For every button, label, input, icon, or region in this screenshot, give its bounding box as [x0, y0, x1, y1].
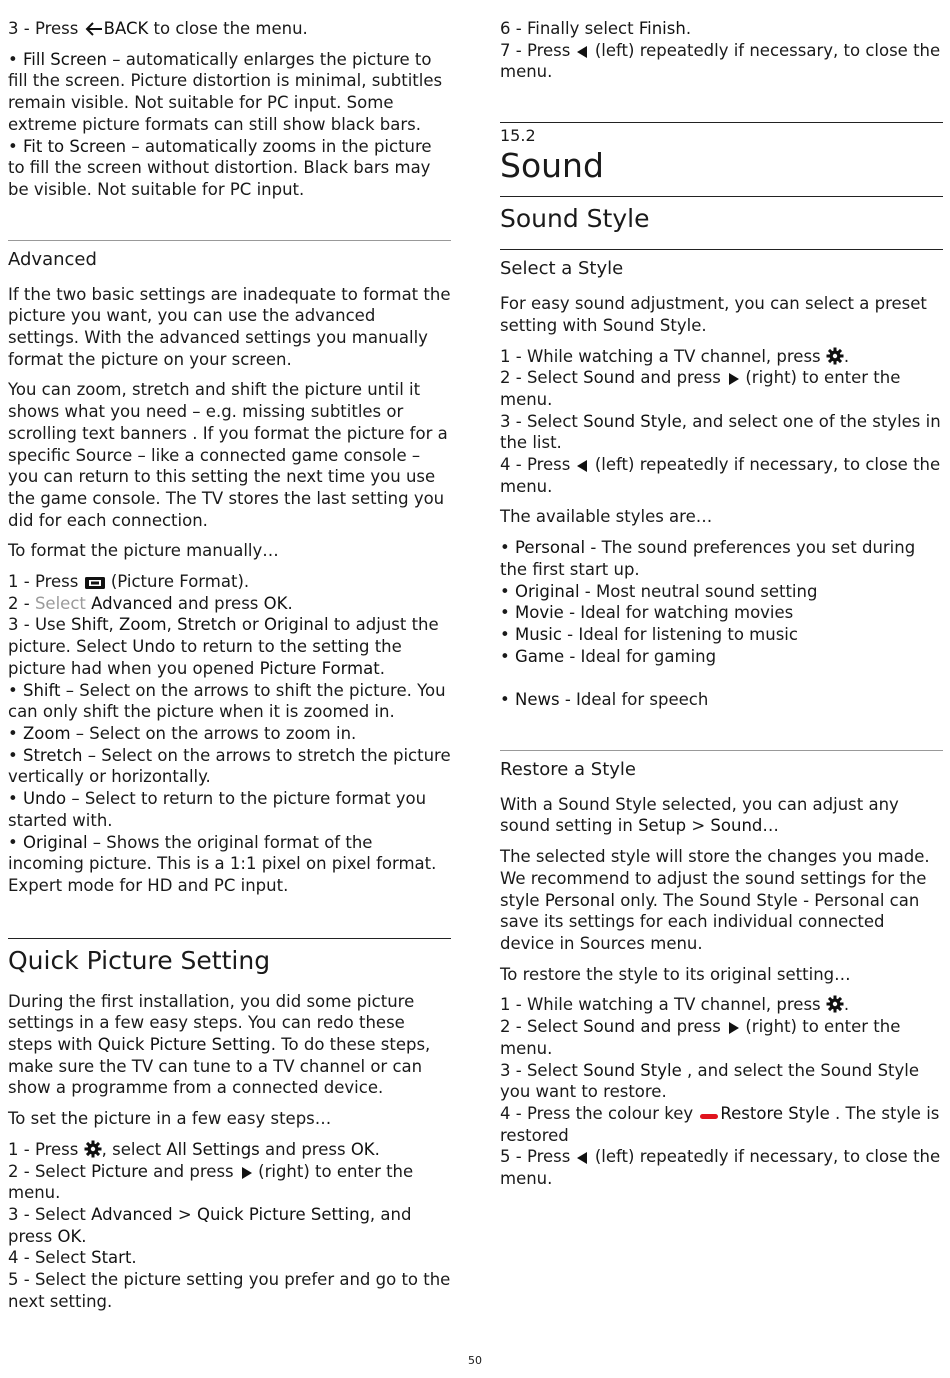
right-triangle-icon: [726, 1021, 740, 1035]
section-title: Sound: [500, 146, 604, 186]
select-style-paragraph: For easy sound adjustment, you can select a preset setting with Sound Style.: [500, 294, 927, 335]
advanced-heading: Advanced: [8, 248, 97, 270]
restore-paragraph-3: To restore the style to its original setting…: [500, 964, 851, 984]
select-style-heading: Select a Style: [500, 258, 624, 280]
fill-screen-item: • Fill Screen – automatically enlarges the picture to fill the screen. Picture distortion is minimal, subtitles remain visible. Not suitable for PC input. Some extreme picture formats can still show black bars.: [8, 49, 443, 134]
restore-paragraph-2: The selected style will store the changes you made. We recommend to adjust the sound settings for the style Personal only. The Sound Style - Personal can save its settings for each individual connected device in Sources menu.: [500, 847, 930, 953]
settings-gear-icon: [826, 347, 844, 365]
advanced-paragraph-3: To format the picture manually…: [8, 541, 279, 561]
quick-picture-paragraph-1: During the first installation, you did some picture settings in a few easy steps. You can redo these steps with Quick Picture Setting. To do these steps, make sure the TV can tune to a TV channel or can show a programme from a connected device.: [8, 991, 431, 1098]
picture-format-icon: [84, 576, 106, 590]
style-list: • Personal - The sound preferences you set during the first start up. • Original - Most neutral sound setting • Movie - Ideal for watching movies • Music - Ideal for listening to music • Game - Ideal for gaming • News - Ideal for speech: [500, 538, 916, 710]
advanced-paragraph-1: If the two basic settings are inadequate to format the picture you want, you can use the advanced settings. With the advanced settings you manually format the picture on your screen.: [8, 284, 451, 369]
advanced-paragraph-2: You can zoom, stretch and shift the picture until it shows what you need – e.g. missing subtitles or scrolling text banners . If you format the picture for a specific Source – like a connected game console – you can return to this setting the next time you use the game console. The TV stores the last setting you did for each connection.: [8, 380, 448, 530]
page-number: 50: [468, 1354, 482, 1367]
restore-style-heading: Restore a Style: [500, 758, 636, 780]
red-colour-key-icon: [698, 1110, 720, 1122]
settings-gear-icon: [826, 995, 844, 1013]
settings-gear-icon: [84, 1140, 102, 1158]
section-number: 15.2: [500, 126, 536, 146]
step-back: 3 - Press BACK to close the menu.: [8, 19, 308, 38]
restore-paragraph-1: With a Sound Style selected, you can adjust any sound setting in Setup > Sound…: [500, 794, 899, 836]
available-styles-intro: The available styles are…: [500, 507, 713, 527]
quick-picture-steps: 1 - Press , select All Settings and press OK. 2 - Select Picture and press (right) to enter the menu. 3 - Select Advanced > Quick Picture Setting, and press OK. 4 - Select Start. 5 - Select the picture setting you prefer and go to the next setting.: [8, 1139, 451, 1311]
left-triangle-icon: [576, 459, 590, 473]
left-column: [8, 18, 451, 1321]
left-triangle-icon: [576, 1151, 590, 1165]
right-triangle-icon: [726, 372, 740, 386]
back-arrow-icon: [84, 21, 104, 37]
restore-steps: 1 - While watching a TV channel, press . 2 - Select Sound and press (right) to enter the menu. 3 - Select Sound Style , and select the Sound Style you want to restore. 4 - Press the colour key Restore Style . The style is restored 5 - Press (left) repeatedly if necessary, to close the menu.: [500, 995, 941, 1189]
sound-style-heading: Sound Style: [500, 204, 650, 234]
left-triangle-icon: [576, 45, 590, 59]
right-column: [500, 18, 943, 1199]
right-triangle-icon: [239, 1166, 253, 1180]
advanced-steps: 1 - Press (Picture Format). 2 - Select Advanced and press OK. 3 - Use Shift, Zoom, Stretch or Original to adjust the picture. Select Undo to return to the setting the picture had when you opened Picture Format. • Shift – Select on the arrows to shift the picture. You can only shift the picture when it is zoomed in. • Zoom – Select on the arrows to zoom in. • Stretch – Select on the arrows to stretch the picture vertically or horizontally. • Undo – Select to return to the picture format you started with. • Original – Shows the original format of the incoming picture. This is a 1:1 pixel on pixel format. Expert mode for HD and PC input.: [8, 572, 451, 895]
finish-steps: 6 - Finally select Finish. 7 - Press (left) repeatedly if necessary, to close the menu.: [500, 19, 941, 82]
select-style-steps: 1 - While watching a TV channel, press . 2 - Select Sound and press (right) to enter the menu. 3 - Select Sound Style, and select one of the styles in the list. 4 - Press (left) repeatedly if necessary, to close the menu.: [500, 346, 941, 496]
quick-picture-heading: Quick Picture Setting: [8, 945, 271, 975]
fit-screen-item: • Fit to Screen – automatically zooms in the picture to fill the screen without distortion. Black bars may be visible. Not suitable for PC input.: [8, 136, 432, 199]
quick-picture-paragraph-2: To set the picture in a few easy steps…: [8, 1109, 332, 1129]
